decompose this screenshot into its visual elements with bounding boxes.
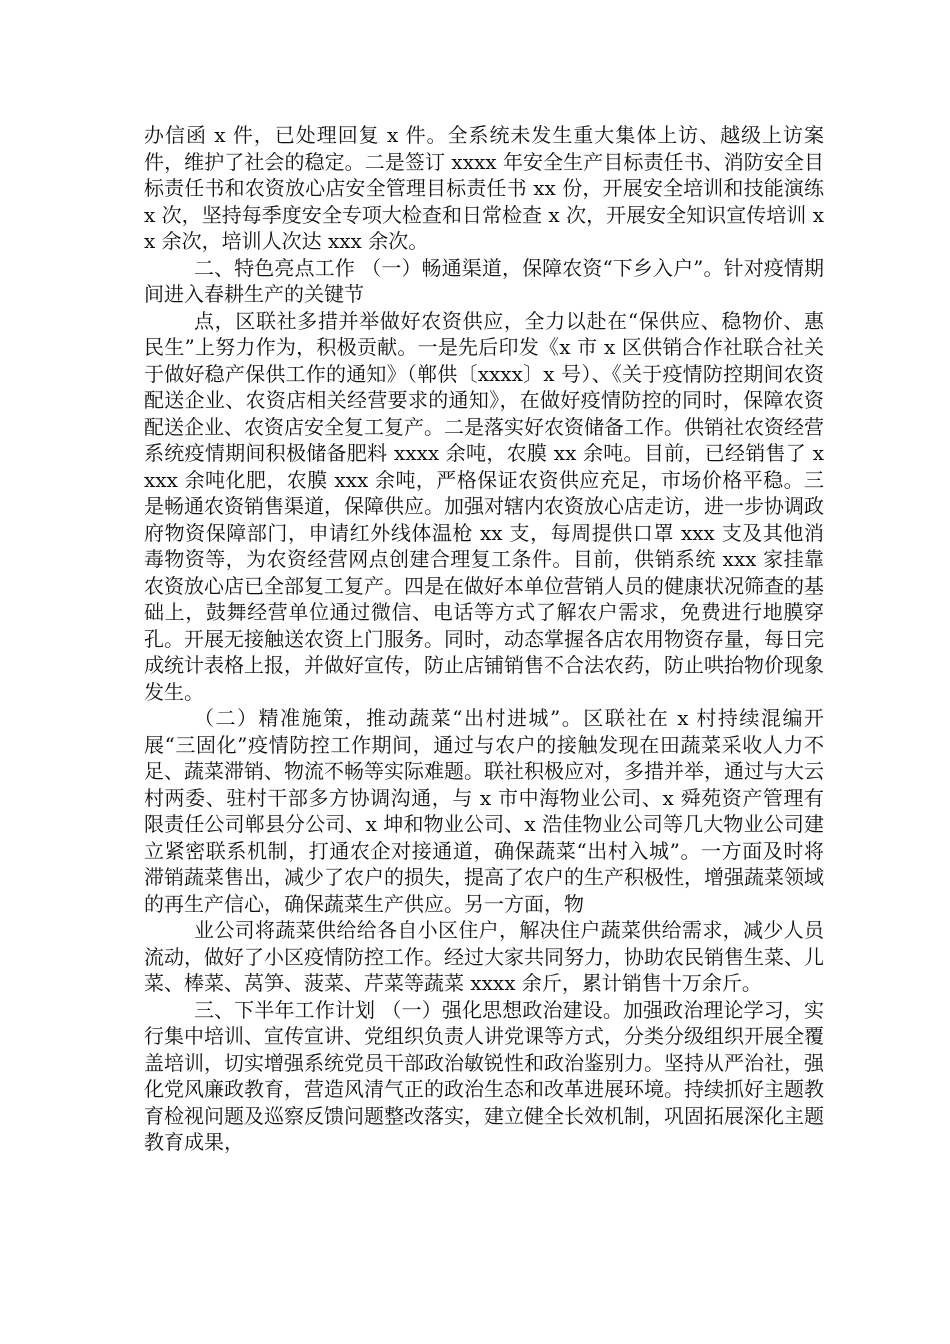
paragraph-agricultural-supply: 点，区联社多措并举做好农资供应，全力以赴在“保供应、稳物价、惠民生”上努力作为，积极贡献。一是先后印发《x 市 x 区供销合作社联合社关于做好稳产保供工作的通知》（郸供〔xxxx〕x 号）、《关于疫情防控期间农资配送企业、农资店相关经营要求的通知》，在做好疫情防控的同时，保障农资配送企业、农资店安全复工复产。二是落实好农资储备工作。供销社农资经营系统疫情期间积极储备肥料 xxxx 余吨，农膜 xx 余吨。目前，已经销售了 xxxx 余吨化肥，农膜 xxx 余吨，严格保证农资供应充足，市场价格平稳。三是畅通农资销售渠道，保障供应。加强对辖内农资放心店走访，进一步协调政府物资保障部门，申请红外线体温枪 xx 支，每周提供口罩 xxx 支及其他消毒物资等，为农资经营网点创建合理复工条件。目前，供销系统 xxx 家挂靠农资放心店已全部复工复产。四是在做好本单位营销人员的健康状况筛查的基础上，鼓舞经营单位通过微信、电话等方式了解农户需求，免费进行地膜穿孔。开展无接触送农资上门服务。同时，动态掌握各店农用物资存量，每日完成统计表格上报，并做好宣传，防止店铺销售不合法农药，防止哄抬物价现象发生。 <box>144 308 824 704</box>
document-body <box>144 122 824 1156</box>
paragraph-vegetables-to-city: （二）精准施策，推动蔬菜“出村进城”。区联社在 x 村持续混编开展“三固化”疫情防控工作期间，通过与农户的接触发现在田蔬菜采收人力不足、蔬菜滞销、物流不畅等实际难题。联社积极应对，多措并举，通过与大云村两委、驻村干部多方协调沟通，与 x 市中海物业公司、x 舜苑资产管理有限责任公司郸县分公司、x 坤和物业公司、x 浩佳物业公司等几大物业公司建立紧密联系机制，打通农企对接通道，确保蔬菜“出村入城”。一方面及时将滞销蔬菜售出，减少了农户的损失，提高了农户的生产积极性，增强蔬菜领域的再生产信心，确保蔬菜生产供应。另一方面，物 <box>144 706 824 916</box>
paragraph-petition-safety: 办信函 x 件，已处理回复 x 件。全系统未发生重大集体上访、越级上访案件，维护了社会的稳定。二是签订 xxxx 年安全生产目标责任书、消防安全目标责任书和农资放心店安全管理目标责任书 xx 份，开展安全培训和技能演练 x 次，坚持每季度安全专项大检查和日常检查 x 次，开展安全知识宣传培训 xx 余次，培训人次达 xxx 余次。 <box>144 123 824 253</box>
paragraph-highlights-heading: 二、特色亮点工作 （一）畅通渠道，保障农资“下乡入户”。针对疫情期间进入春耕生产的关键节 <box>144 255 824 306</box>
paragraph-second-half-plan: 三、下半年工作计划 （一）强化思想政治建设。加强政治理论学习，实行集中培训、宣传宣讲、党组织负责人讲党课等方式，分类分级组织开展全覆盖培训，切实增强系统党员干部政治敏锐性和政治鉴别力。坚持从严治社，强化党风廉政教育，营造风清气正的政治生态和改革进展环境。持续抓好主题教育检视问题及巡察反馈问题整改落实，建立健全长效机制，巩固拓展深化主题教育成果， <box>144 997 824 1154</box>
paragraph-property-companies: 业公司将蔬菜供给给各自小区住户，解决住户蔬菜供给需求，减少人员流动，做好了小区疫情防控工作。经过大家共同努力，协助农民销售生菜、儿菜、棒菜、莴笋、菠菜、芹菜等蔬菜 xxxx 余斤，累计销售十万余斤。 <box>144 918 824 995</box>
